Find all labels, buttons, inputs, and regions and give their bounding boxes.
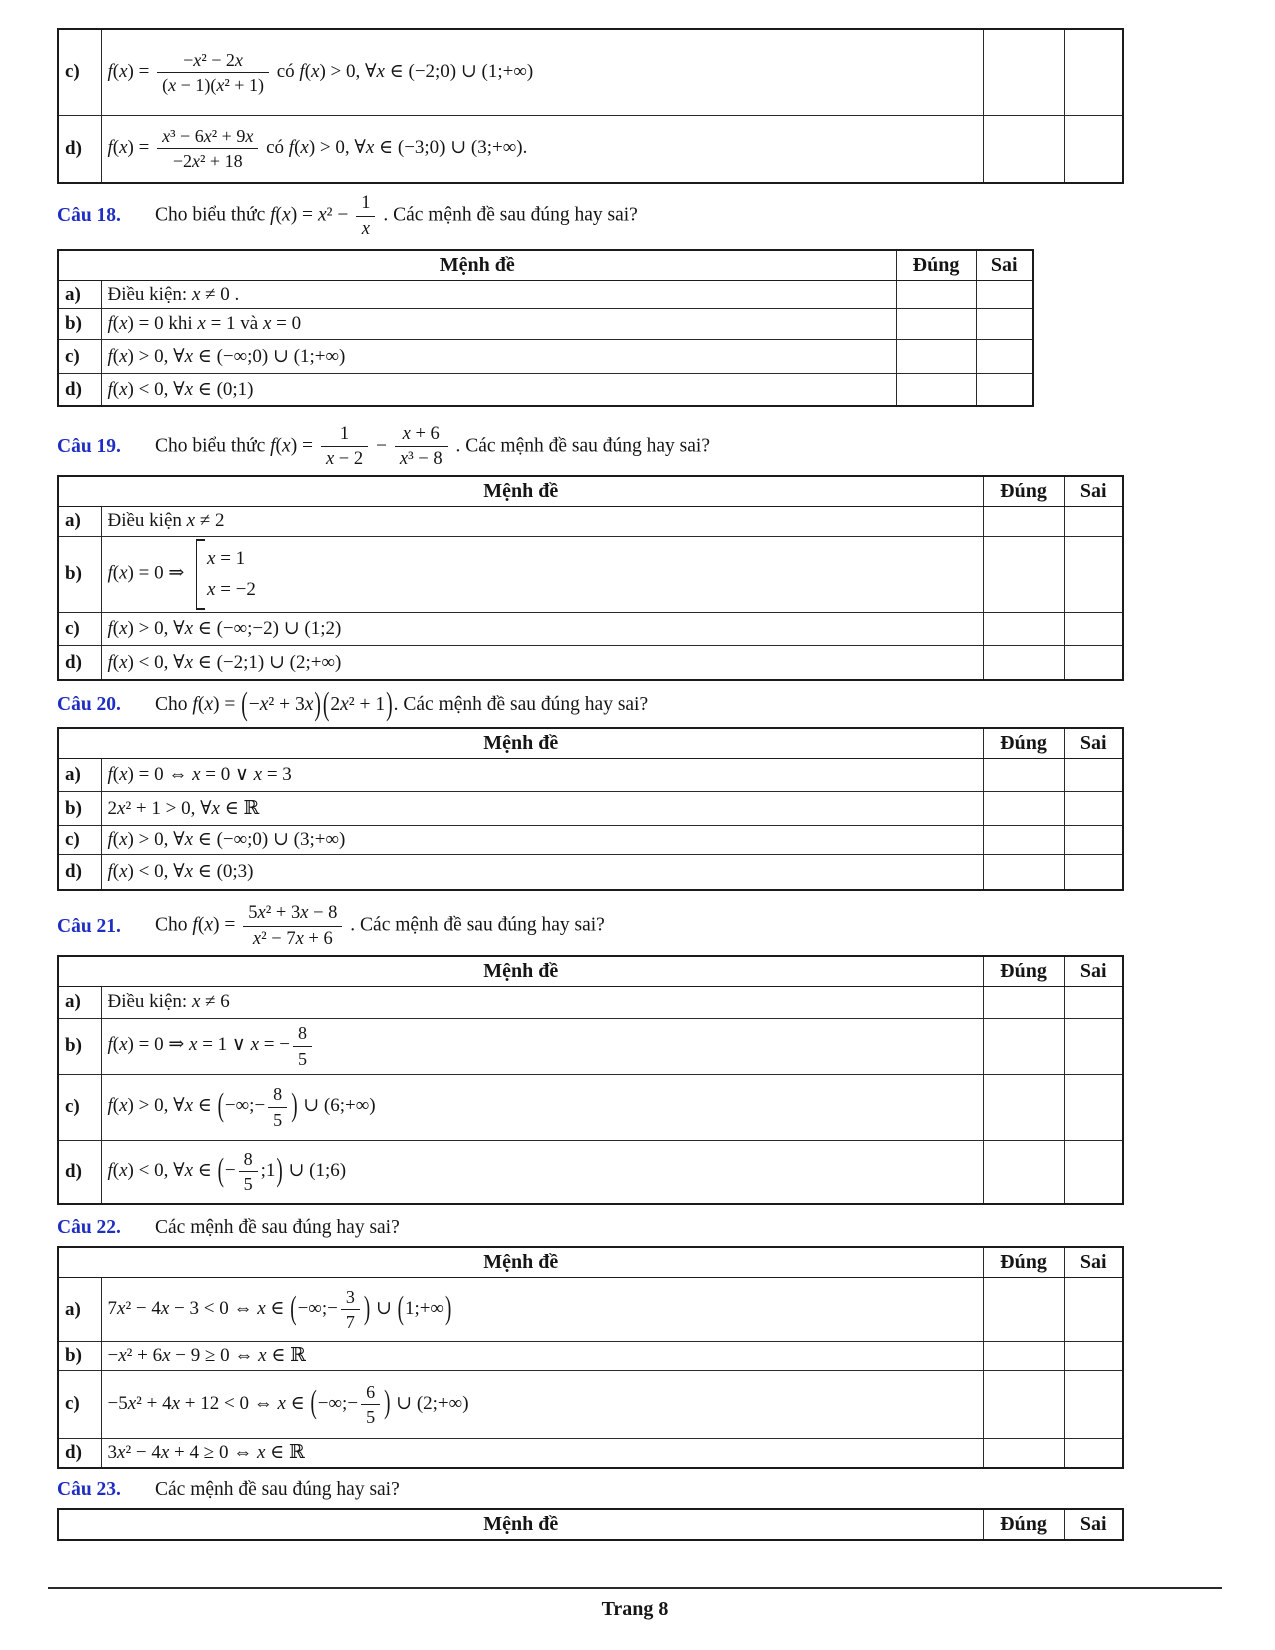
row-letter: c) — [58, 826, 101, 855]
answer-cell-true — [983, 1018, 1064, 1074]
answer-cell-true — [983, 826, 1064, 855]
page-number: Trang 8 — [601, 1597, 669, 1620]
question-heading-cau-21 — [57, 899, 1275, 955]
row-statement: −5x² + 4x + 12 < 0 ⇔ x ∈ (−∞;− $\frac{6}{5}$ ) ∪ (2;+∞) — [101, 1370, 983, 1438]
row-letter: d) — [58, 1438, 101, 1467]
row-letter: d) — [58, 855, 101, 890]
answer-cell-true — [983, 1342, 1064, 1371]
question-heading-cau-20 — [57, 687, 1275, 723]
table-row — [58, 1018, 1123, 1074]
question-intro: Cho f(x) = $\frac{\text{5x² + 3x − 8}}{\text{x² − 7x + 6}}$ . Các mệnh đề sau đúng hay sai? — [155, 902, 605, 949]
column-header-statement: Mệnh đề — [58, 476, 983, 507]
question-intro: Các mệnh đề sau đúng hay sai? — [155, 1217, 400, 1238]
answer-cell-true — [983, 792, 1064, 826]
table-row — [58, 29, 1123, 115]
answer-cell-false — [1064, 1140, 1123, 1204]
row-statement: f(x) = $\frac{\text{x³ − 6x² + 9x}}{\text{−2x² + 18}}$ có f(x) > 0, ∀x ∈ (−3;0) ∪ (3;+∞). — [101, 115, 983, 183]
column-header-false: Sai — [1064, 1509, 1123, 1540]
question-intro: Cho biểu thức f(x) = x² − $\frac{1}{x}$ . Các mệnh đề sau đúng hay sai? — [155, 192, 638, 239]
row-statement: f(x) < 0, ∀x ∈ (0;1) — [101, 374, 896, 406]
table-header-row — [58, 1247, 1123, 1278]
row-statement: f(x) > 0, ∀x ∈ (−∞;0) ∪ (1;+∞) — [101, 340, 896, 374]
column-header-statement: Mệnh đề — [58, 1509, 983, 1540]
statement-table-cau-18 — [57, 249, 1034, 407]
row-letter: d) — [58, 115, 101, 183]
statement-table-cau-20 — [57, 727, 1124, 890]
table-row — [58, 280, 1033, 309]
row-letter: a) — [58, 986, 101, 1018]
answer-cell-true — [983, 1278, 1064, 1342]
row-statement: Điều kiện: x ≠ 6 — [101, 986, 983, 1018]
question-label: Câu 22. — [57, 1217, 121, 1238]
column-header-statement: Mệnh đề — [58, 956, 983, 987]
table-row — [58, 612, 1123, 645]
answer-cell-false — [976, 340, 1033, 374]
row-letter: b) — [58, 792, 101, 826]
column-header-true: Đúng — [983, 476, 1064, 507]
row-statement: f(x) < 0, ∀x ∈ (−2;1) ∪ (2;+∞) — [101, 645, 983, 680]
question-label: Câu 21. — [57, 915, 121, 937]
row-statement: f(x) = 0 ⇒ x = 1 x = −2 — [101, 536, 983, 612]
answer-cell-false — [1064, 855, 1123, 890]
column-header-true: Đúng — [983, 956, 1064, 987]
row-statement: f(x) > 0, ∀x ∈ (−∞;− $\frac{8}{5}$ ) ∪ (6;+∞) — [101, 1074, 983, 1140]
answer-cell-false — [1064, 986, 1123, 1018]
answer-cell-true — [983, 506, 1064, 536]
column-header-false: Sai — [1064, 1247, 1123, 1278]
answer-cell-true — [983, 986, 1064, 1018]
question-intro: Các mệnh đề sau đúng hay sai? — [155, 1478, 400, 1500]
row-statement: 2x² + 1 > 0, ∀x ∈ ℝ — [101, 792, 983, 826]
answer-cell-false — [1064, 1438, 1123, 1467]
table-row — [58, 1438, 1123, 1467]
column-header-true: Đúng — [983, 1247, 1064, 1278]
question-intro: Cho f(x) = (−x² + 3x) (2x² + 1). Các mệnh đề sau đúng hay sai? — [155, 686, 649, 723]
column-header-statement: Mệnh đề — [58, 1247, 983, 1278]
statement-table-cau-23 — [57, 1508, 1124, 1541]
statement-table-cau-21 — [57, 955, 1124, 1206]
table-row — [58, 506, 1123, 536]
table-header-row — [58, 956, 1123, 987]
column-header-false: Sai — [1064, 956, 1123, 987]
table-row — [58, 986, 1123, 1018]
row-statement: 3x² − 4x + 4 ≥ 0 ⇔ x ∈ ℝ — [101, 1438, 983, 1467]
row-statement: f(x) = 0 ⇔ x = 0 ∨ x = 3 — [101, 759, 983, 792]
row-statement: −x² + 6x − 9 ≥ 0 ⇔ x ∈ ℝ — [101, 1342, 983, 1371]
question-heading-cau-22 — [57, 1215, 1275, 1241]
question-heading-cau-19 — [57, 419, 1275, 475]
question-label: Câu 18. — [57, 205, 121, 227]
row-letter: d) — [58, 1140, 101, 1204]
answer-cell-false — [1064, 29, 1123, 115]
question-label: Câu 23. — [57, 1478, 121, 1500]
answer-cell-false — [1064, 645, 1123, 680]
table-header-row — [58, 476, 1123, 507]
question-label: Câu 20. — [57, 694, 121, 716]
row-letter: a) — [58, 759, 101, 792]
table-row — [58, 1370, 1123, 1438]
row-letter: a) — [58, 506, 101, 536]
answer-cell-true — [983, 1370, 1064, 1438]
answer-cell-true — [983, 1074, 1064, 1140]
answer-cell-true — [896, 340, 976, 374]
table-row — [58, 1140, 1123, 1204]
row-letter: c) — [58, 612, 101, 645]
answer-cell-false — [1064, 1074, 1123, 1140]
row-letter: d) — [58, 645, 101, 680]
answer-cell-false — [1064, 612, 1123, 645]
answer-cell-true — [983, 855, 1064, 890]
row-letter: a) — [58, 1278, 101, 1342]
answer-cell-true — [983, 759, 1064, 792]
row-statement: f(x) = 0 ⇒ x = 1 ∨ x = − $\frac{8}{5}$ — [101, 1018, 983, 1074]
answer-cell-false — [976, 280, 1033, 309]
answer-cell-false — [1064, 1342, 1123, 1371]
row-letter: b) — [58, 309, 101, 340]
row-statement: f(x) < 0, ∀x ∈ (− $\frac{8}{5}$ ;1) ∪ (1;6) — [101, 1140, 983, 1204]
answer-cell-true — [983, 536, 1064, 612]
table-row — [58, 309, 1033, 340]
table-row — [58, 1278, 1123, 1342]
answer-cell-false — [976, 374, 1033, 406]
question-heading-cau-18 — [57, 192, 1275, 241]
answer-cell-true — [896, 374, 976, 406]
answer-cell-false — [1064, 826, 1123, 855]
table-header-row — [58, 728, 1123, 759]
column-header-true: Đúng — [896, 250, 976, 281]
column-header-true: Đúng — [983, 1509, 1064, 1540]
table-row — [58, 645, 1123, 680]
row-statement: f(x) > 0, ∀x ∈ (−∞;−2) ∪ (1;2) — [101, 612, 983, 645]
row-statement: f(x) = $\frac{\text{−x² − 2x}}{\text{(x − 1)(x² + 1)}}$ có f(x) > 0, ∀x ∈ (−2;0) ∪ (1;+∞) — [101, 29, 983, 115]
answer-cell-false — [1064, 536, 1123, 612]
answer-cell-false — [1064, 759, 1123, 792]
statement-table-continuation — [57, 28, 1124, 184]
table-row — [58, 374, 1033, 406]
table-row — [58, 855, 1123, 890]
answer-cell-true — [896, 280, 976, 309]
row-letter: c) — [58, 29, 101, 115]
answer-cell-false — [1064, 1278, 1123, 1342]
row-statement: 7x² − 4x − 3 < 0 ⇔ x ∈ (−∞;− $\frac{3}{7}$ ) ∪ (1;+∞) — [101, 1278, 983, 1342]
table-row — [58, 792, 1123, 826]
column-header-statement: Mệnh đề — [58, 250, 896, 281]
table-row — [58, 536, 1123, 612]
answer-cell-false — [1064, 792, 1123, 826]
row-statement: f(x) > 0, ∀x ∈ (−∞;0) ∪ (3;+∞) — [101, 826, 983, 855]
row-statement: Điều kiện: x ≠ 0 . — [101, 280, 896, 309]
answer-cell-true — [983, 1140, 1064, 1204]
table-row — [58, 340, 1033, 374]
table-header-row — [58, 250, 1033, 281]
table-row — [58, 1074, 1123, 1140]
table-row — [58, 1342, 1123, 1371]
row-letter: c) — [58, 340, 101, 374]
answer-cell-true — [983, 1438, 1064, 1467]
row-statement: Điều kiện x ≠ 2 — [101, 506, 983, 536]
row-letter: b) — [58, 536, 101, 612]
column-header-false: Sai — [1064, 728, 1123, 759]
question-intro: Cho biểu thức f(x) = $\frac{1}{x - 2}$ − $\frac{x + 6}{\text{x³ − 8}}$ . Các mệnh đề sau đúng hay sai? — [155, 422, 710, 470]
table-row — [58, 759, 1123, 792]
column-header-statement: Mệnh đề — [58, 728, 983, 759]
row-letter: c) — [58, 1074, 101, 1140]
row-letter: c) — [58, 1370, 101, 1438]
table-row — [58, 826, 1123, 855]
answer-cell-true — [983, 612, 1064, 645]
row-statement: f(x) = 0 khi x = 1 và x = 0 — [101, 309, 896, 340]
answer-cell-false — [1064, 506, 1123, 536]
statement-table-cau-19 — [57, 475, 1124, 682]
row-letter: b) — [58, 1018, 101, 1074]
answer-cell-false — [1064, 1018, 1123, 1074]
answer-cell-true — [983, 29, 1064, 115]
row-statement: f(x) < 0, ∀x ∈ (0;3) — [101, 855, 983, 890]
answer-cell-false — [1064, 115, 1123, 183]
column-header-false: Sai — [1064, 476, 1123, 507]
answer-cell-true — [983, 645, 1064, 680]
question-label: Câu 19. — [57, 435, 121, 457]
column-header-true: Đúng — [983, 728, 1064, 759]
question-heading-cau-23 — [57, 1477, 1275, 1503]
column-header-false: Sai — [976, 250, 1033, 281]
statement-table-cau-22 — [57, 1246, 1124, 1469]
row-letter: b) — [58, 1342, 101, 1371]
table-header-row — [58, 1509, 1123, 1540]
table-row — [58, 115, 1123, 183]
answer-cell-true — [896, 309, 976, 340]
footer-rule — [48, 1587, 1222, 1589]
answer-cell-true — [983, 115, 1064, 183]
answer-cell-false — [1064, 1370, 1123, 1438]
answer-cell-false — [976, 309, 1033, 340]
row-letter: d) — [58, 374, 101, 406]
row-letter: a) — [58, 280, 101, 309]
